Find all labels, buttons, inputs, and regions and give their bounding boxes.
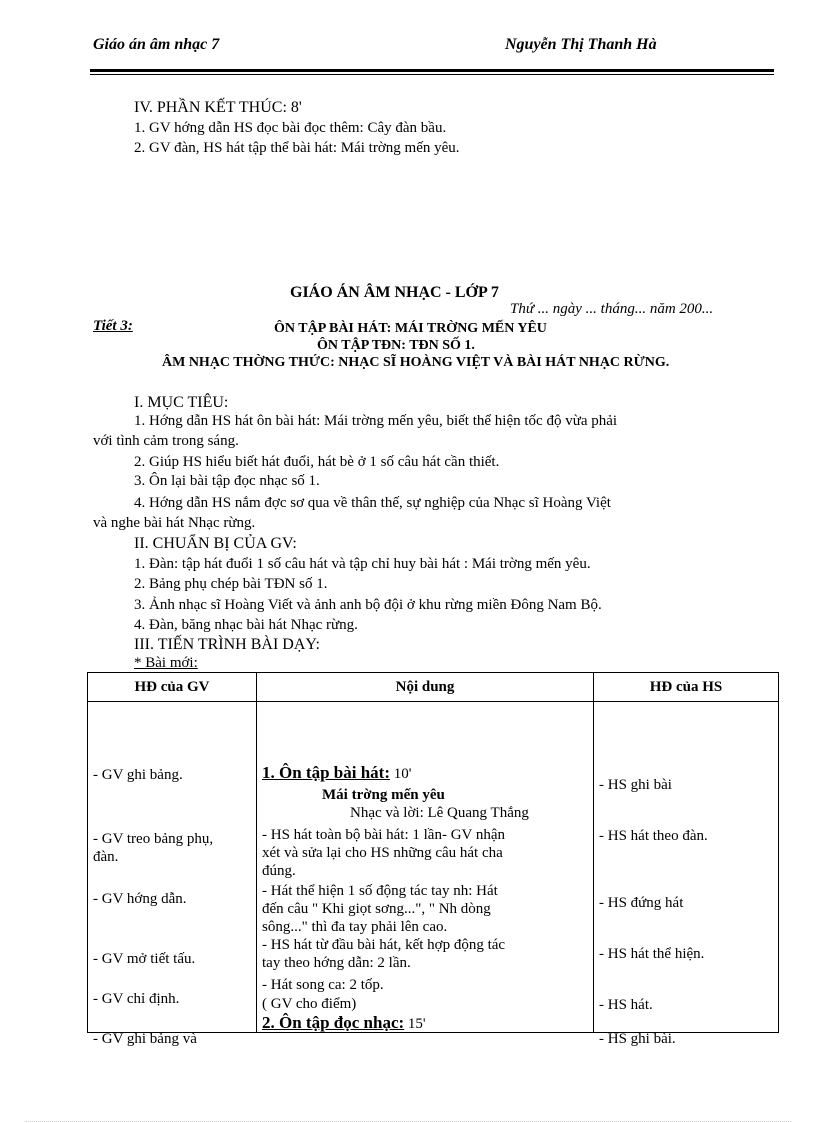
song-author: Nhạc và lời: Lê Quang Thắng	[350, 805, 529, 821]
col-header-content: Nội dung	[257, 673, 594, 702]
teacher-activity: đàn.	[93, 849, 119, 865]
section-1-time: 10'	[390, 766, 412, 782]
objective-4-cont: và nghe bài hát Nhạc rừng.	[93, 515, 256, 531]
header-author: Nguyễn Thị Thanh Hà	[505, 36, 657, 53]
objectives-title: I. MỤC TIÊU:	[134, 394, 229, 411]
objective-2: 2. Giúp HS hiểu biết hát đuổi, hát bè ở 1 số câu hát cần thiết.	[134, 454, 500, 470]
prep-title: II. CHUẨN BỊ CỦA GV:	[134, 535, 297, 552]
teacher-activity: - GV treo bảng phụ,	[93, 831, 214, 847]
content-line: - HS hát toàn bộ bài hát: 1 lần- GV nhận	[262, 827, 506, 843]
objective-4: 4. Hớng dẫn HS nắm đợc sơ qua về thân thế, sự nghiệp của Nhạc sĩ Hoàng Việt	[134, 495, 611, 511]
teacher-activity: - GV hớng dẫn.	[93, 891, 187, 907]
lesson-period: Tiết 3:	[93, 318, 133, 334]
prep-item-2: 2. Bảng phụ chép bài TĐN số 1.	[134, 576, 328, 592]
lesson-heading-3: ÂM NHẠC THỜNG THỨC: NHẠC SĨ HOÀNG VIỆT VÀ BÀI HÁT NHẠC RỪNG.	[162, 355, 670, 370]
header-rule-thin	[90, 74, 774, 75]
student-activities-cell	[594, 702, 779, 1047]
section-2-time: 15'	[404, 1016, 426, 1032]
part4-item-1: 1. GV hớng dẫn HS đọc bài đọc thêm: Cây đàn bầu.	[134, 120, 447, 136]
page-bottom-divider	[25, 1121, 791, 1122]
new-lesson-label: * Bài mới:	[134, 655, 198, 671]
part4-title: IV. PHẦN KẾT THÚC: 8'	[134, 99, 302, 116]
content-line: - HS hát từ đầu bài hát, kết hợp động tác	[262, 937, 506, 953]
student-activity: - HS đứng hát	[599, 895, 684, 911]
content-line: xét và sửa lại cho HS những câu hát cha	[262, 845, 503, 861]
table-header-row	[88, 673, 779, 702]
student-activity: - HS hát thể hiện.	[599, 946, 705, 962]
header-course-title: Giáo án âm nhạc 7	[93, 36, 220, 53]
teacher-activity: - GV ghi bảng.	[93, 767, 183, 783]
prep-item-1: 1. Đàn: tập hát đuổi 1 số câu hát và tập chỉ huy bài hát : Mái trờng mến yêu.	[134, 556, 591, 572]
content-line: ( GV cho điểm)	[262, 996, 357, 1012]
part4-item-2: 2. GV đàn, HS hát tập thể bài hát: Mái trờng mến yêu.	[134, 140, 460, 156]
section-2-heading	[262, 1014, 426, 1033]
lesson-title: GIÁO ÁN ÂM NHẠC - LỚP 7	[290, 284, 499, 301]
content-cell	[257, 702, 594, 1033]
content-line: đến câu " Khi giọt sơng...", " Nh dòng	[262, 901, 491, 917]
section-1-title: 1. Ôn tập bài hát:	[262, 763, 390, 782]
content-line: - Hát thể hiện 1 số động tác tay nh: Hát	[262, 883, 498, 899]
content-line: tay theo hớng dẫn: 2 lần.	[262, 955, 411, 971]
content-line: đúng.	[262, 863, 296, 879]
teacher-activities-cell	[88, 702, 257, 1047]
objective-1-cont: với tình cảm trong sáng.	[93, 433, 239, 449]
content-line: - Hát song ca: 2 tốp.	[262, 977, 384, 993]
col-header-student: HĐ của HS	[594, 673, 779, 702]
lesson-table	[87, 672, 779, 1047]
section-2-title: 2. Ôn tập đọc nhạc:	[262, 1013, 405, 1032]
student-activity: - HS hát theo đàn.	[599, 828, 708, 844]
teacher-activity: - GV ghi bảng và	[93, 1031, 197, 1047]
objective-3: 3. Ôn lại bài tập đọc nhạc số 1.	[134, 473, 320, 489]
prep-item-3: 3. Ảnh nhạc sĩ Hoàng Viết và ảnh anh bộ đội ở khu rừng miền Đông Nam Bộ.	[134, 597, 602, 613]
section-1-heading	[262, 764, 411, 783]
student-activity: - HS ghi bài.	[599, 1031, 676, 1047]
objective-1: 1. Hớng dẫn HS hát ôn bài hát: Mái trờng mến yêu, biết thể hiện tốc độ vừa phải	[134, 413, 618, 429]
student-activity: - HS hát.	[599, 997, 653, 1013]
lesson-date: Thứ ... ngày ... tháng... năm 200...	[510, 301, 714, 317]
prep-item-4: 4. Đàn, băng nhạc bài hát Nhạc rừng.	[134, 617, 358, 633]
process-title: III. TIẾN TRÌNH BÀI DẠY:	[134, 636, 320, 653]
content-line: sông..." thì đa tay phải lên cao.	[262, 919, 448, 935]
lesson-heading-1: ÔN TẬP BÀI HÁT: MÁI TRỜNG MẾN YÊU	[274, 321, 547, 336]
teacher-activity: - GV mở tiết tấu.	[93, 951, 196, 967]
teacher-activity: - GV chỉ định.	[93, 991, 180, 1007]
lesson-heading-2: ÔN TẬP TĐN: TĐN SỐ 1.	[317, 338, 475, 353]
col-header-teacher: HĐ của GV	[88, 673, 257, 702]
header-rule-thick	[90, 69, 774, 72]
table-row	[88, 702, 779, 1033]
song-title: Mái trờng mến yêu	[322, 787, 445, 803]
student-activity: - HS ghi bài	[599, 777, 672, 793]
